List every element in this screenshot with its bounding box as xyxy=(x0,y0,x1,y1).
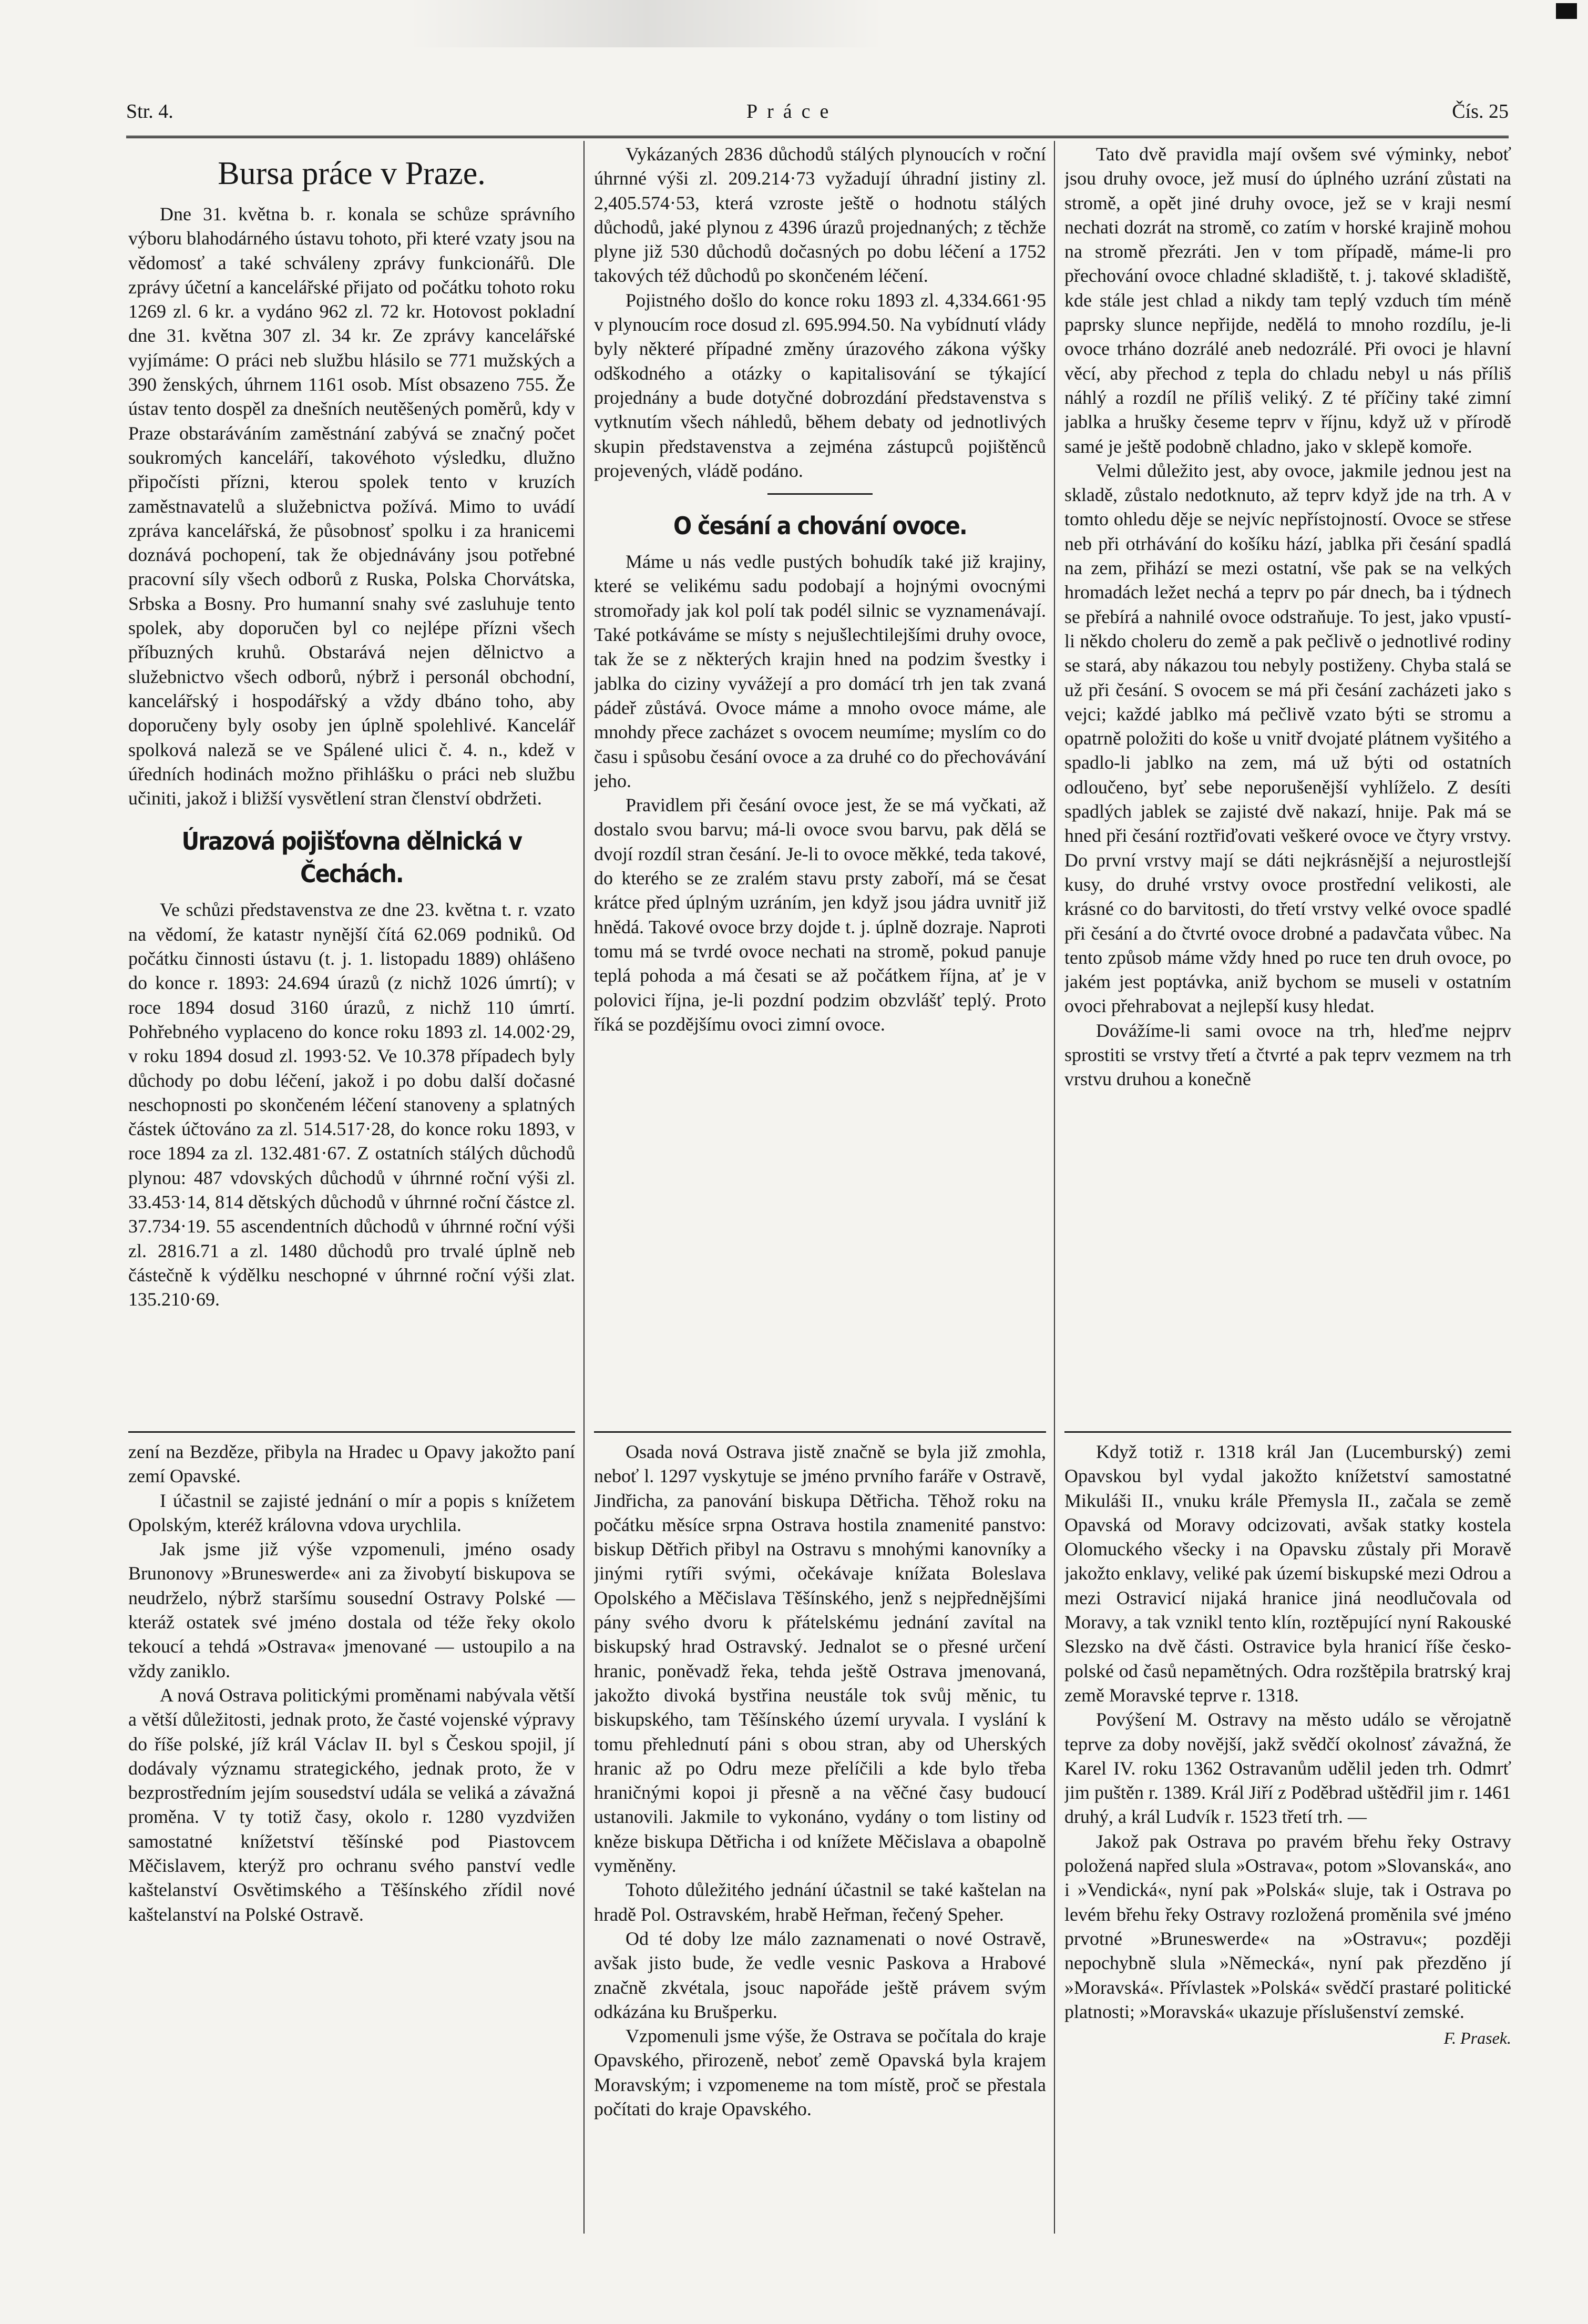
article-title-ovoce: O česání a chování ovoce. xyxy=(673,512,967,541)
paragraph: Máme u nás vedle pustých bohudík také již krajiny, které se velikému sadu podobají a hojnými ovocnými stromořady jak kol polí tak podél silnic se vyznamenávají. Také potkáváme se místy s nejušlechtilejšími druhy ovoce, tak že se z některých krajin hned na podzim švestky i jablka do ciziny vyvážejí a pro domácí trh jen tak zvaná pádeř zůstává. Ovoce máme a mnoho ovoce máme, ale mnohdy přece zacházet s ovocem neumíme; myslím co do času i spůsobu česání ovoce a za druhé co do přechovávání jeho. xyxy=(594,551,1046,791)
header-rule xyxy=(126,136,1509,138)
paragraph: Pravidlem při česání ovoce jest, že se má vyčkati, až dostalo svou barvu; má-li ovoce svou barvu, pak dělá se dvojí rozdíl stran česání. Je-li to ovoce měkké, teda takové, do kterého se ze zralém stavu prsty zaboří, má se česat krátce před úplným uzráním, jen když jsou jádra uvnitř již hnědá. Takové ovoce brzy dojde t. j. úplně dozraje. Naproti tomu má se tvrdé ovoce nechati na stromě, pokud panuje teplá pohoda a má česati se až počátkem října, ať je v polovici října, je-li pozdní podzim obzvlášť teplý. Proto říká se pozdějšímu ovoci zimní ovoce. xyxy=(594,794,1046,1035)
column-rule xyxy=(1054,141,1055,2234)
column-1-top xyxy=(128,142,575,1430)
column-3-bottom xyxy=(1064,1440,1511,2228)
paragraph: zení na Bezděze, přibyla na Hradec u Opavy jakožto paní zemí Opavské. xyxy=(128,1441,575,1487)
paragraph: Pojistného došlo do konce roku 1893 zl. 4,334.661·95 v plynoucím roce dosud zl. 695.994.50. Na vybídnutí vlády byly některé případné změny úrazového zákona výšky odškodného a otázky o kapitalisování se týkající projednány a bude dotyčné dobrozdání představenstva s vytknutím všech náhledů, během debaty od jednotlivých skupin představenstva a zejména zástupců pojištěnců projevených, vládě podáno. xyxy=(594,289,1046,481)
paragraph: Tato dvě pravidla mají ovšem své výminky, neboť jsou druhy ovoce, jež musí do úplného uzrání zůstati na stromě, a opět jiné druhy ovoce, jež se v kraji nesmí nechati dozrát na stromě, co zatím v horské krajině mohou na stromě přezráti. Jen v tom případě, máme-li pro přechování ovoce chladné skladiště, t. j. takové skladiště, kde stále jest chlad a nikdy tam teplý vzduch tím méně paprsky slunce nepřijde, nedělá to mnoho rozdílu, je-li ovoce trháno dozrálé aneb nedozrálé. Při ovoci je hlavní věcí, aby přechod z tepla do chladu nebyl u nás příliš náhlý a rozdíl ne příliš veliký. Z té příčiny také zimní jablka a hrušky česeme teprv v říjnu, když už v přírodě samé je ještě podobně chladno, jako v sklepě komoře. xyxy=(1064,144,1511,457)
section-rule xyxy=(767,493,873,495)
band-rule xyxy=(1064,1431,1511,1433)
masthead: Práce xyxy=(746,100,838,123)
paragraph: Povýšení M. Ostravy na město událo se věrojatně teprve za doby novější, jakž svědčí okolnosť závažná, že Karel IV. roku 1362 Ostravanům udělil jeden trh. Odmrť jim puštěn r. 1389. Král Jiří z Poděbrad uštědřil jim r. 1461 druhý, a král Ludvík r. 1523 třetí trh. — xyxy=(1064,1709,1511,1828)
paragraph: Dovážíme-li sami ovoce na trh, hleďme nejprv sprostiti se vrstvy třetí a čtvrté a pak teprv vezmem na trh vrstvu druhou a konečně xyxy=(1064,1020,1511,1090)
paragraph: Velmi důležito jest, aby ovoce, jakmile jednou jest na skladě, zůstalo nedotknuto, až teprv když jde na trh. A v tomto ohledu děje se nejvíc nepřístojností. Ovoce se střese neb při otrhávání do košíku hází, jablka při česání spadlá na zem, přihází se mezi ostatní, vše pak se na velkých hromadách ležet nechá a teprv po pár dnech, ba i týdnech se přebírá a nahnilé ovoce odstraňuje. To jest, jako vpustí-li někdo choleru do země a pak pečlivě o jednotlivé rodiny se stará, aby nákazou tou nebyly postiženy. Chyba stalá se už při česání. S ovocem se má při česání zacházeti jako s vejci; každé jablko má pečlivě vzato býti se stromu a opatrně položiti do koše u vnitř dvojaté plátnem vyšitého a spadlo-li jablko na zem, má už býti od ostatních odloučeno, byť sebe neporušenější vyhlíželo. Z desíti spadlých jablek se zajisté dvě nakazí, hnije. Pak má se hned při česání roztřiďovati veškeré ovoce ve čtyry vrstvy. Do první vrstvy mají se dáti nejkrásnější a nejurostlejší kusy, do druhé vrstvy ovoce prostřední velikosti, ale krásné co do barvitosti, do třetí vrstvy velké ovoce spadlé při česání a do čtvrté ovoce drobné a padavčata vůbec. Na tento způsob máme vždy hned po ruce ten druh ovoce, po jakém jest poptávka, aniž bychom se museli v ostatním ovoci přehrabovat a nejlepší kusy hledat. xyxy=(1064,460,1511,1017)
paragraph: Když totiž r. 1318 král Jan (Lucemburský) zemi Opavskou byl vydal jakožto knížetství samostatné Mikuláši II., vnuku krále Přemysla II., začala se země Opavská od Moravy odcizovati, avšak statky kostela Olomuckého všecky i na Opavsku zůstaly při Moravě jakožto enklavy, veliké pak území biskupské mezi Odrou a mezi Ostravicí nijaká hranice jiná neodlučovala od Moravy, a tak vznikl tento klín, roztěpující nyní Rakouské Slezsko na dvě části. Ostravice byla hranicí říše česko-polské od časů nepamětných. Odra rozštěpila bratrský kraj země Moravské teprve r. 1318. xyxy=(1064,1441,1511,1706)
paragraph: Vzpomenuli jsme výše, že Ostrava se počítala do kraje Opavského, přirozeně, neboť země Opavská byla krajem Moravským; i vzpomeneme na tom místě, proč se přestala počítati do kraje Opavského. xyxy=(594,2025,1046,2120)
paragraph: Ve schůzi představenstva ze dne 23. května t. r. vzato na vědomí, že katastr nynější čítá 62.069 podniků. Od počátku činnosti ústavu (t. j. 1. listopadu 1889) ohlášeno do konce r. 1893: 24.694 úrazů (z nichž 1026 úmrtí); v roce 1894 dosud 3160 úrazů, z nichž 110 úmrtí. Pohřebného vyplaceno do konce roku 1893 zl. 14.002·29, v roku 1894 dosud zl. 1993·52. Ve 10.378 případech byly důchody po dobu léčení, jakož i po dobu další dočasné neschopnosti po skončeném léčení stanoveny a splatných částek účtováno za zl. 514.517·28, do konce roku 1893, v roce 1894 za zl. 132.481·67. Z ostatních stálých důchodů plynou: 487 vdovských důchodů v úhrnné roční výši zl. 33.453·14, 814 dětských důchodů v úhrnné roční částce zl. 37.734·19. 55 ascendentních důchodů v úhrnné roční výši zl. 2816.71 a zl. 1480 důchodů pro trvalé úplně neb částečně k výdělku neschopné v úhrnné roční výši zlat. 135.210·69. xyxy=(128,899,575,1310)
paragraph: Jakož pak Ostrava po pravém břehu řeky Ostravy položená napřed slula »Ostrava«, potom »Slovanská«, ano i »Vendická«, nyní pak »Polská« sluje, tak i Ostrava po levém břehu řeky Ostravy rozložená proměnila své jméno prvotné »Bruneswerde« na »Ostravu«; později nepochybně slula »Německá«, nyní pak přezděno jí »Moravská«. Přívlastek »Polská« svědčí prastaré politické platnosti; »Moravská« ukazuje příslušenství zemské. xyxy=(1064,1830,1511,2022)
column-3-top xyxy=(1064,142,1511,1430)
scan-corner-mark xyxy=(1556,3,1577,19)
column-2-bottom xyxy=(594,1440,1046,2228)
article-title-bursa: Bursa práce v Praze. xyxy=(218,156,486,191)
column-rule xyxy=(583,141,585,2234)
paragraph: Dne 31. května b. r. konala se schůze správního výboru blahodárného ústavu tohoto, při které vzaty jsou na vědomosť a také schváleny zprávy funkcionářů. Dle zprávy účetní a kancelářské přijato od počátku tohoto roku 1269 zl. 6 kr. a vydáno 962 zl. 72 kr. Hotovost pokladní dne 31. května 307 zl. 34 kr. Ze zprávy kancelářské vyjímáme: O práci neb službu hlásilo se 771 mužských a 390 ženských, úhrnem 1161 osob. Míst obsazeno 755. Že ústav tento dospěl za dnešních neutěšených poměrů, kdy v Praze obstaráváním zaměstnání zabývá se značný počet soukromých kanceláří, takovéhoto výsledku, dlužno připočísti přízni, kterou spolek tento v kruzích zaměstnavatelů a služebnictva požívá. Mimo to uvádí zpráva kancelářská, že působnosť spolku i za hranicemi doznává pochopení, tak že objednávány jsou potřebné pracovní síly všech odborů z Ruska, Polska Chorvátska, Srbska a Bosny. Pro humanní snahy své zasluhuje tento spolek, aby doporučen byl co nejlépe přízni všech příbuzných kruhů. Obstarává nejen dělnictvo a služebnictvo všech odborů, nýbrž i personál obchodní, kancelářský i hospodářský a vždy dbáno toho, aby doporučeny byly osoby jen úplně spolehlivé. Kancelář spolková naleză se ve Spálené ulici č. 4. n., kdež v úředních hodinách možno přihlášku o práci neb službu učiniti, jakož i bližší vysvětlení stran členství obdržeti. xyxy=(128,203,575,809)
paragraph: Jak jsme již výše vzpomenuli, jméno osady Brunonovy »Bruneswerde« ani za živobytí biskupova se neudrželo, nýbrž staršímu sousední Ostravy Polské — kteráž ostatek své jméno dostala od téže řeky okolo tekoucí a tehdá »Ostrava« jmenované — ustoupilo a na vždy zaniklo. xyxy=(128,1538,575,1681)
issue-number: Čís. 25 xyxy=(1452,100,1509,123)
column-1-bottom xyxy=(128,1440,575,2228)
paragraph: A nová Ostrava politickými proměnami nabývala větší a větší důležitosti, jednak proto, že časté vojenské výpravy do říše polské, jíž král Václav II. byl s Českou spojil, jí dodávaly významu strategického, jednak proto, že v bezprostředním jejím sousedství udála se veliká a závažná proměna. V ty totiž časy, okolo r. 1280 vyzdvižen samostatné knížetství těšínské pod Piastovcem Měčislavem, kterýž pro ochranu svého panství vedle kaštelanství Osvětimského a Těšínského zřídil nové kaštelanství na Polské Ostravě. xyxy=(128,1684,575,1925)
paragraph: Vykázaných 2836 důchodů stálých plynoucích v roční úhrnné výši zl. 209.214·73 vyžadují úhradní jistiny zl. 2,405.574·53, která vzroste ještě o hodnotu stálých důchodů, jaké plynou z 4396 úrazů projednaných; z těchže plyne již 530 důchodů dočasných po dobu léčení a 1752 takových též důchodů po skončeném léčení. xyxy=(594,144,1046,287)
band-rule xyxy=(128,1431,575,1433)
paragraph: Tohoto důležitého jednání účastnil se také kaštelan na hradě Pol. Ostravském, hrabě Heřman, řečený Speher. xyxy=(594,1879,1046,1925)
author-signature: F. Prasek. xyxy=(1443,2029,1511,2048)
running-head xyxy=(126,100,1509,131)
column-2-top xyxy=(594,142,1046,1430)
page-number: Str. 4. xyxy=(126,100,173,123)
paragraph: I účastnil se zajisté jednání o mír a popis s knížetem Opolským, kteréž královna vdova urychlila. xyxy=(128,1490,575,1535)
scan-smudge xyxy=(410,0,883,47)
paragraph: Osada nová Ostrava jistě značně se byla již zmohla, neboť l. 1297 vyskytuje se jméno prvního faráře v Ostravě, Jindřicha, za panování biskupa Dětřicha. Těhož roku na počátku měsíce srpna Ostrava hostila znamenité panstvo: biskup Dětřich přibyl na Ostravu s mnohými kanovníky a jinými rytíři svými, očekávaje knížata Boleslava Opolského a Měčislava Těšínského, jenž s nejpřednějšími pány svého dvoru k přátelskému jednání zavítal na biskupský hrad Ostravský. Jednalot se o přesné určení hranic, poněvadž řeka, tehda ještě Ostrava jmenovaná, jakožto divoká bystřina neustále tok svůj měnic, tu biskupského, tam Těšínského území uryvala. I vyslání k tomu přehlednutí páni s obou stran, aby od Uherských hranic až po Odru meze přelíčili a kde bylo třeba hraničnými kopoi ji přesně a na věčné časy budoucí ustanovili. Jakmile to vykonáno, vydány o tom listiny od kněze biskupa Dětřicha i od knížete Měčislava a obapolně vyměněny. xyxy=(594,1441,1046,1877)
band-rule xyxy=(594,1431,1046,1433)
paragraph: Od té doby lze málo zaznamenati o nové Ostravě, avšak jisto bude, že vedle vesnic Paskova a Hrabové značně zkvétala, jsouc napořáde ještě právem svým odkázána ku Brušperku. xyxy=(594,1928,1046,2022)
article-title-urazova: Úrazová pojišťovna dělnická v Čechách. xyxy=(181,827,522,889)
